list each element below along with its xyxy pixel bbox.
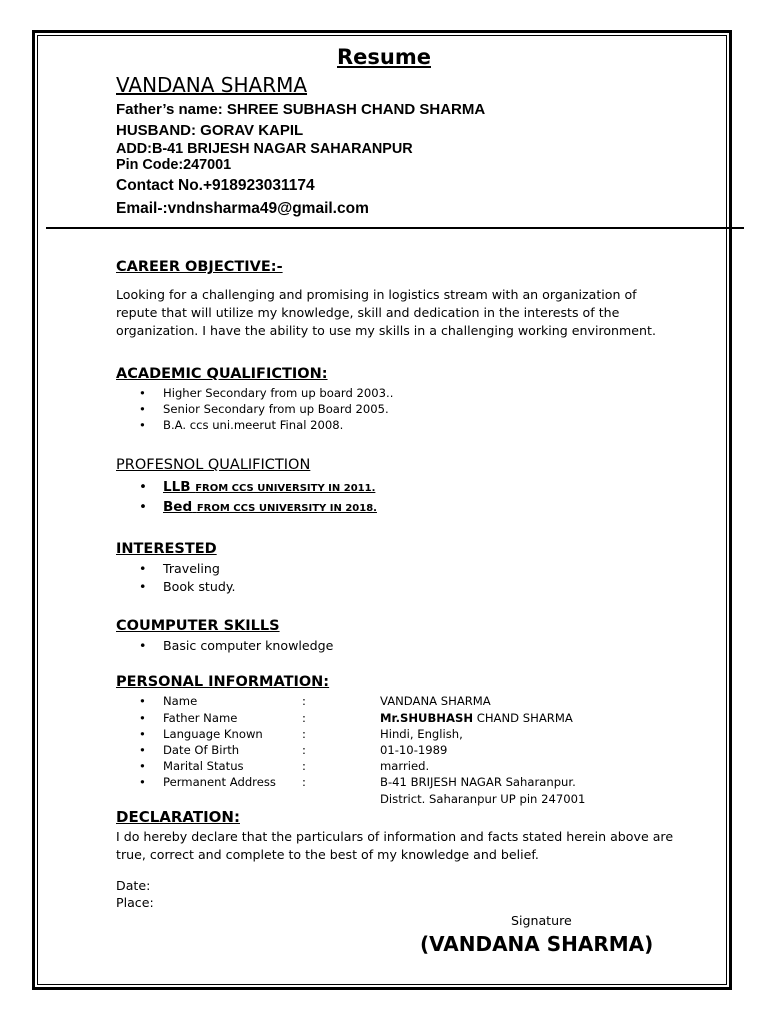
interests-heading: INTERESTED bbox=[116, 541, 217, 557]
declaration-line: true, correct and complete to the best of my knowledge and belief. bbox=[116, 847, 539, 862]
address-line-2: District. Saharanpur UP pin 247001 bbox=[380, 792, 586, 806]
degree-detail: FROM CCS UNIVERSITY IN 2018. bbox=[196, 503, 377, 514]
career-line: repute that will utilize my knowledge, skill and dedication in the interests of the bbox=[116, 305, 620, 320]
declaration-heading: DECLARATION: bbox=[116, 808, 240, 826]
career-objective-text bbox=[116, 286, 676, 340]
signature-name: (VANDANA SHARMA) bbox=[420, 932, 654, 956]
father-name: Father’s name: SHREE SUBHASH CHAND SHARMA bbox=[116, 101, 486, 118]
signature-label: Signature bbox=[511, 913, 572, 928]
degree-name: LLB bbox=[163, 479, 191, 495]
place-label: Place: bbox=[116, 895, 154, 910]
computer-skills-heading: COUMPUTER SKILLS bbox=[116, 618, 280, 634]
career-objective-heading: CAREER OBJECTIVE:- bbox=[116, 259, 283, 275]
page-title: Resume bbox=[337, 45, 431, 69]
address: ADD:B-41 BRIJESH NAGAR SAHARANPUR bbox=[116, 141, 413, 157]
husband-name: HUSBAND: GORAV KAPIL bbox=[116, 122, 304, 139]
date-label: Date: bbox=[116, 878, 151, 893]
career-line: Looking for a challenging and promising in logistics stream with an organization of bbox=[116, 287, 637, 302]
personal-info-heading: PERSONAL INFORMATION: bbox=[116, 674, 330, 690]
declaration-line: I do hereby declare that the particulars of information and facts stated herein above are bbox=[116, 829, 674, 844]
academic-heading: ACADEMIC QUALIFICTION: bbox=[116, 366, 328, 382]
professional-heading: PROFESNOL QUALIFICTION bbox=[116, 457, 311, 473]
degree-name: Bed bbox=[163, 499, 193, 515]
pin-code: Pin Code:247001 bbox=[116, 157, 232, 173]
degree-detail: FROM CCS UNIVERSITY IN 2011. bbox=[195, 483, 376, 494]
email: Email-:vndnsharma49@gmail.com bbox=[116, 200, 369, 217]
contact-number: Contact No.+918923031174 bbox=[116, 177, 315, 194]
header-divider bbox=[46, 227, 744, 229]
candidate-name: VANDANA SHARMA bbox=[116, 73, 308, 97]
career-line: organization. I have the ability to use my skills in a challenging working environment. bbox=[116, 323, 656, 338]
declaration-text bbox=[116, 828, 676, 864]
